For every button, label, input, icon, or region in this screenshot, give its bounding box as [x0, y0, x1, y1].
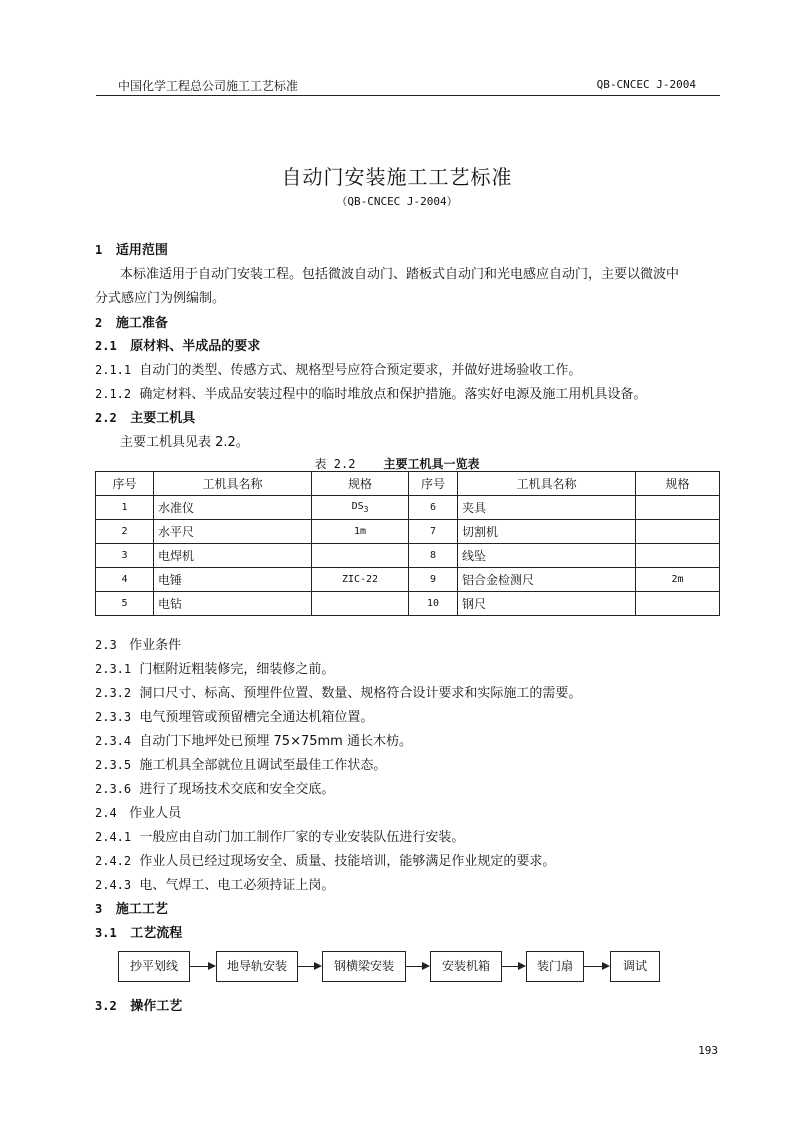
clause-line: 2.1.2 确定材料、半成品安装过程中的临时堆放点和保护措施。落实好电源及施工用机具设备。 [95, 387, 647, 402]
table-cell: ZIC-22 [312, 568, 409, 592]
page-number: 193 [698, 1044, 718, 1057]
flow-arrow [298, 966, 320, 967]
table-cell: 6 [409, 496, 458, 520]
table-cell: 夹具 [458, 496, 636, 520]
table-cell: 切割机 [458, 520, 636, 544]
tools-table [95, 471, 720, 616]
section-heading: 3 施工工艺 [95, 902, 168, 917]
table-cell: 2 [96, 520, 154, 544]
clause-line: 2.3.4 自动门下地坪处已预埋 75×75mm 通长木枋。 [95, 734, 412, 749]
flow-step-box: 安装机箱 [430, 951, 502, 982]
table-cell: 铝合金检测尺 [458, 568, 636, 592]
table-cell: 1 [96, 496, 154, 520]
clause-line: 2.1.1 自动门的类型、传感方式、规格型号应符合预定要求，并做好进场验收工作。 [95, 363, 582, 378]
table-cell: $DS_3$ [312, 496, 409, 520]
running-header-code: QB-CNCEC J-2004 [596, 78, 696, 91]
table-cell: 电焊机 [154, 544, 312, 568]
table-row [96, 520, 720, 544]
table-row [96, 568, 720, 592]
section-heading: 1 适用范围 [95, 243, 168, 258]
table-cell: 8 [409, 544, 458, 568]
flow-arrow [502, 966, 524, 967]
subsection-heading: 3.2 操作工艺 [95, 999, 183, 1014]
clause-line: 2.3.2 洞口尺寸、标高、预埋件位置、数量、规格符合设计要求和实际施工的需要。 [95, 686, 582, 701]
table-caption: 表 2.2 主要工机具一览表 [314, 457, 480, 471]
table-row [96, 496, 720, 520]
table-cell [312, 544, 409, 568]
flow-step-box: 地导轨安装 [216, 951, 298, 982]
header-rule [96, 95, 720, 96]
table-cell: 10 [409, 592, 458, 616]
flow-step-box: 钢横梁安装 [322, 951, 406, 982]
clause-line: 2.3.3 电气预埋管或预留槽完全通达机箱位置。 [95, 710, 374, 725]
flow-step-box: 调试 [610, 951, 660, 982]
table-cell: 1m [312, 520, 409, 544]
clause-line: 2.3.1 门框附近粗装修完，细装修之前。 [95, 662, 335, 677]
table-cell: 3 [96, 544, 154, 568]
subsection-heading: 3.1 工艺流程 [95, 926, 183, 941]
table-cell: 线坠 [458, 544, 636, 568]
paragraph-line: 分式感应门为例编制。 [95, 291, 226, 306]
table-cell: 钢尺 [458, 592, 636, 616]
table-row [96, 544, 720, 568]
running-header-title: 中国化学工程总公司施工工艺标准 [118, 79, 299, 93]
clause-line: 2.3.5 施工机具全部就位且调试至最佳工作状态。 [95, 758, 387, 773]
flow-arrow [406, 966, 428, 967]
table-header-row [96, 472, 720, 496]
table-cell [312, 592, 409, 616]
subscript-digit: 3 [363, 505, 369, 514]
table-cell: 9 [409, 568, 458, 592]
document-subtitle: （QB-CNCEC J-2004） [336, 195, 458, 208]
subsection-heading: 2.2 主要工机具 [95, 411, 196, 426]
subsection-heading: 2.1 原材料、半成品的要求 [95, 339, 261, 354]
table-cell [636, 592, 720, 616]
table-cell [636, 496, 720, 520]
table-header-cell: 工机具名称 [458, 472, 636, 496]
table-header-cell: 序号 [96, 472, 154, 496]
document-title: 自动门安装施工工艺标准 [281, 165, 513, 189]
table-cell [636, 544, 720, 568]
flow-step-box: 装门扇 [526, 951, 584, 982]
flow-step-box: 抄平划线 [118, 951, 190, 982]
table-header-cell: 序号 [409, 472, 458, 496]
table-cell: 7 [409, 520, 458, 544]
flow-arrow [190, 966, 214, 967]
section-heading: 2 施工准备 [95, 316, 168, 331]
clause-line: 2.4.3 电、气焊工、电工必须持证上岗。 [95, 878, 335, 893]
table-cell: 2m [636, 568, 720, 592]
subsection-heading: 2.3 作业条件 [95, 638, 182, 653]
table-header-cell: 规格 [636, 472, 720, 496]
flow-arrow [584, 966, 608, 967]
paragraph-line: 主要工机具见表 2.2。 [120, 435, 249, 450]
clause-line: 2.3.6 进行了现场技术交底和安全交底。 [95, 782, 335, 797]
table-cell: 水准仪 [154, 496, 312, 520]
table-header-cell: 规格 [312, 472, 409, 496]
table-cell: 水平尺 [154, 520, 312, 544]
paragraph-line: 本标准适用于自动门安装工程。包括微波自动门、踏板式自动门和光电感应自动门，主要以微波中 [120, 267, 680, 282]
clause-line: 2.4.2 作业人员已经过现场安全、质量、技能培训，能够满足作业规定的要求。 [95, 854, 556, 869]
clause-line: 2.4.1 一般应由自动门加工制作厂家的专业安装队伍进行安装。 [95, 830, 465, 845]
table-cell: 电钻 [154, 592, 312, 616]
table-cell: 4 [96, 568, 154, 592]
table-cell [636, 520, 720, 544]
table-row [96, 592, 720, 616]
table-cell: 5 [96, 592, 154, 616]
table-header-cell: 工机具名称 [154, 472, 312, 496]
subsection-heading: 2.4 作业人员 [95, 806, 182, 821]
table-cell: 电锤 [154, 568, 312, 592]
